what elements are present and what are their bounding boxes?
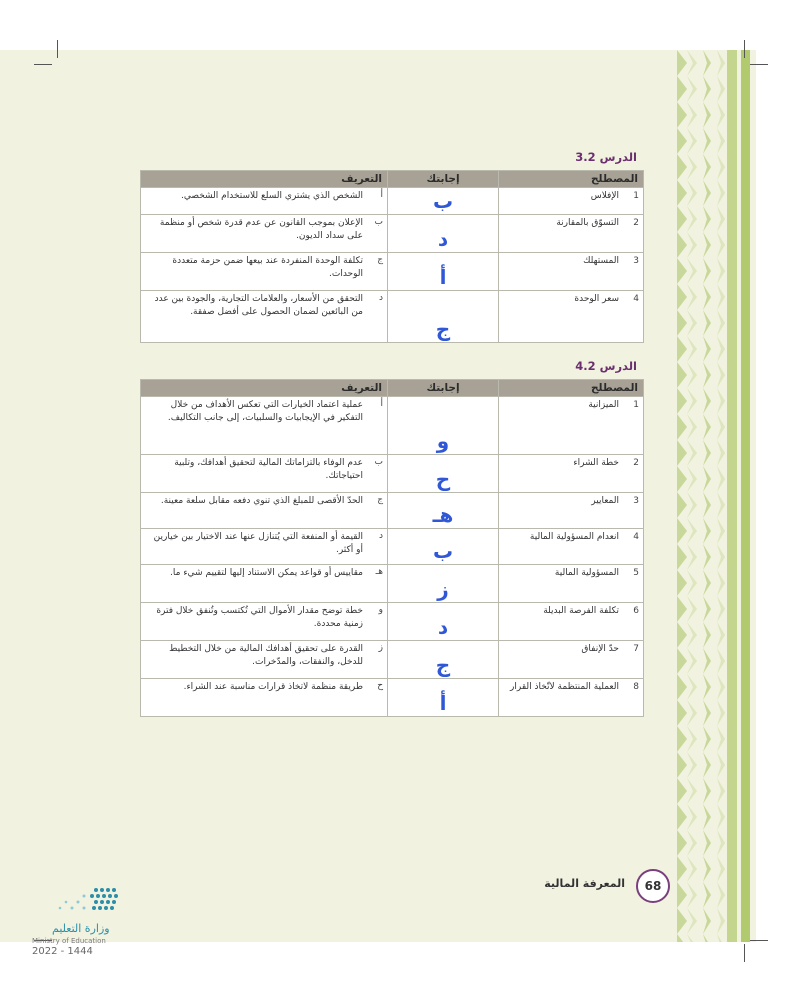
definition-cell <box>141 565 388 603</box>
term-number: 3 <box>633 496 639 506</box>
table-row <box>141 291 644 343</box>
answer-letter: د <box>437 227 449 251</box>
table-header-row <box>141 380 644 397</box>
definition-cell <box>141 397 388 455</box>
term-number: 6 <box>633 606 639 616</box>
definition-text: عملية اعتماد الخيارات التي تعكس الأهداف من خلال التفكير في الإيجابيات والسلبيات، إلى جانب التكاليف. <box>167 400 363 423</box>
term-text: خطة الشراء <box>573 458 619 468</box>
definition-text: القدرة على تحقيق أهدافك المالية من خلال التخطيط للدخل، والنفقات، والمدّخرات. <box>169 644 363 667</box>
crop-mark <box>744 40 745 58</box>
answer-letter: هـ <box>432 503 454 527</box>
definition-cell <box>141 493 388 529</box>
definition-cell <box>141 253 388 291</box>
term-cell <box>499 529 644 565</box>
term-number: 8 <box>633 682 639 692</box>
definition-text: مقاييس أو قواعد يمكن الاستناد إليها لتقييم شيء ما. <box>170 568 363 578</box>
header-answer: إجابتك <box>388 171 499 188</box>
decorative-stripe-border <box>677 50 756 942</box>
term-text: المسؤولية المالية <box>554 568 619 578</box>
term-cell <box>499 253 644 291</box>
answer-letter: ز <box>437 577 449 601</box>
term-cell <box>499 493 644 529</box>
answer-cell[interactable] <box>388 529 499 565</box>
answer-letter: أ <box>439 691 447 715</box>
definition-letter: أ <box>380 399 383 409</box>
definition-letter: ز <box>378 643 383 653</box>
term-text: تكلفة الفرصة البديلة <box>543 606 619 616</box>
header-term: المصطلح <box>499 171 644 188</box>
definition-letter: هـ <box>375 567 383 577</box>
term-number: 2 <box>633 218 639 228</box>
definition-text: عدم الوفاء بالتزاماتك المالية لتحقيق أهدافك، وتلبية احتياجاتك. <box>174 458 363 481</box>
term-number: 5 <box>633 568 639 578</box>
definition-text: القيمة أو المنفعة التي يُتنازل عنها عند الاختيار بين خيارين أو أكثر. <box>153 532 363 555</box>
definition-cell <box>141 529 388 565</box>
definition-cell <box>141 455 388 493</box>
definition-letter: ج <box>377 255 383 265</box>
term-cell <box>499 291 644 343</box>
definition-cell <box>141 291 388 343</box>
term-cell <box>499 188 644 215</box>
answer-cell[interactable] <box>388 188 499 215</box>
definition-letter: ب <box>374 217 383 227</box>
table-row <box>141 455 644 493</box>
answer-cell[interactable] <box>388 215 499 253</box>
definition-letter: د <box>378 531 383 541</box>
definition-text: التحقق من الأسعار، والعلامات التجارية، والجودة بين عدد من البائعين لضمان الحصول على أفضل صفقة. <box>154 294 363 317</box>
answer-cell[interactable] <box>388 291 499 343</box>
answer-cell[interactable] <box>388 679 499 717</box>
lesson-3-2-title: الدرس 3.2 <box>575 150 637 164</box>
table-row <box>141 679 644 717</box>
book-title: المعرفة المالية <box>544 877 625 890</box>
header-definition: التعريف <box>141 380 388 397</box>
answer-letter: ج <box>435 653 451 677</box>
term-text: سعر الوحدة <box>574 294 619 304</box>
term-text: حدّ الإنفاق <box>581 644 619 654</box>
answer-cell[interactable] <box>388 641 499 679</box>
lesson-3-2-table <box>140 170 644 343</box>
lesson-4-2-title: الدرس 4.2 <box>575 359 637 373</box>
definition-text: خطة توضح مقدار الأموال التي تُكتسب وتُنفق خلال فترة زمنية محددة. <box>156 606 363 629</box>
answer-letter: ح <box>435 467 451 491</box>
answer-cell[interactable] <box>388 493 499 529</box>
term-cell <box>499 397 644 455</box>
answer-letter: أ <box>439 265 447 289</box>
definition-letter: ج <box>377 495 383 505</box>
answer-letter: و <box>436 429 450 453</box>
term-cell <box>499 603 644 641</box>
term-text: التسوّق بالمقارنة <box>556 218 619 228</box>
term-cell <box>499 455 644 493</box>
answer-letter: ب <box>432 189 454 213</box>
term-text: المستهلك <box>583 256 619 266</box>
definition-cell <box>141 641 388 679</box>
crop-mark <box>744 944 745 962</box>
table-header-row <box>141 171 644 188</box>
definition-letter: ب <box>374 457 383 467</box>
definition-letter: ح <box>377 681 383 691</box>
term-text: الميزانية <box>588 400 619 410</box>
definition-text: الإعلان بموجب القانون عن عدم قدرة شخص أو منظمة على سداد الديون. <box>159 218 363 241</box>
table-row <box>141 565 644 603</box>
term-cell <box>499 565 644 603</box>
definition-letter: و <box>378 605 383 615</box>
term-number: 7 <box>633 644 639 654</box>
header-answer: إجابتك <box>388 380 499 397</box>
answer-letter: د <box>437 615 449 639</box>
edition-year: 2022 - 1444 <box>32 946 93 957</box>
table-row <box>141 603 644 641</box>
term-text: انعدام المسؤولية المالية <box>529 532 619 542</box>
ministry-logo-dots-icon <box>30 884 120 920</box>
term-cell <box>499 641 644 679</box>
term-cell <box>499 215 644 253</box>
term-text: الإفلاس <box>590 191 619 201</box>
definition-letter: د <box>378 293 383 303</box>
ministry-logo <box>30 884 180 964</box>
term-number: 1 <box>633 191 639 201</box>
definition-cell <box>141 188 388 215</box>
table-row <box>141 641 644 679</box>
definition-text: الحدّ الأقصى للمبلغ الذي تنوي دفعه مقابل سلعة معينة. <box>160 496 363 506</box>
term-number: 4 <box>633 532 639 542</box>
ministry-name-english: Ministry of Education <box>32 937 106 945</box>
term-cell <box>499 679 644 717</box>
crop-mark <box>750 64 768 65</box>
crop-mark <box>57 40 58 58</box>
definition-cell <box>141 603 388 641</box>
answer-cell[interactable] <box>388 565 499 603</box>
lesson-4-2-table <box>140 379 644 717</box>
table-row <box>141 188 644 215</box>
term-number: 1 <box>633 400 639 410</box>
answer-cell[interactable] <box>388 253 499 291</box>
answer-cell[interactable] <box>388 455 499 493</box>
answer-letter: ج <box>435 317 451 341</box>
table-row <box>141 215 644 253</box>
header-term: المصطلح <box>499 380 644 397</box>
term-number: 4 <box>633 294 639 304</box>
table-row <box>141 529 644 565</box>
header-definition: التعريف <box>141 171 388 188</box>
crop-mark <box>750 940 768 941</box>
answer-cell[interactable] <box>388 603 499 641</box>
term-number: 3 <box>633 256 639 266</box>
table-row <box>141 397 644 455</box>
table-row <box>141 253 644 291</box>
table-row <box>141 493 644 529</box>
definition-text: تكلفة الوحدة المنفردة عند بيعها ضمن حزمة متعددة الوحدات. <box>172 256 363 279</box>
answer-letter: ب <box>432 539 454 563</box>
term-text: المعايير <box>591 496 619 506</box>
term-text: العملية المنتظمة لاتّخاذ القرار <box>510 682 619 692</box>
definition-cell <box>141 215 388 253</box>
definition-letter: أ <box>380 190 383 200</box>
page-number-badge: 68 <box>636 869 670 903</box>
ministry-name-arabic: وزارة التعليم <box>52 922 110 935</box>
answer-cell[interactable] <box>388 397 499 455</box>
definition-text: طريقة منظمة لاتخاذ قرارات مناسبة عند الشراء. <box>183 682 363 692</box>
definition-text: الشخص الذي يشتري السلع للاستخدام الشخصي. <box>181 191 363 201</box>
crop-mark <box>34 64 52 65</box>
definition-cell <box>141 679 388 717</box>
term-number: 2 <box>633 458 639 468</box>
